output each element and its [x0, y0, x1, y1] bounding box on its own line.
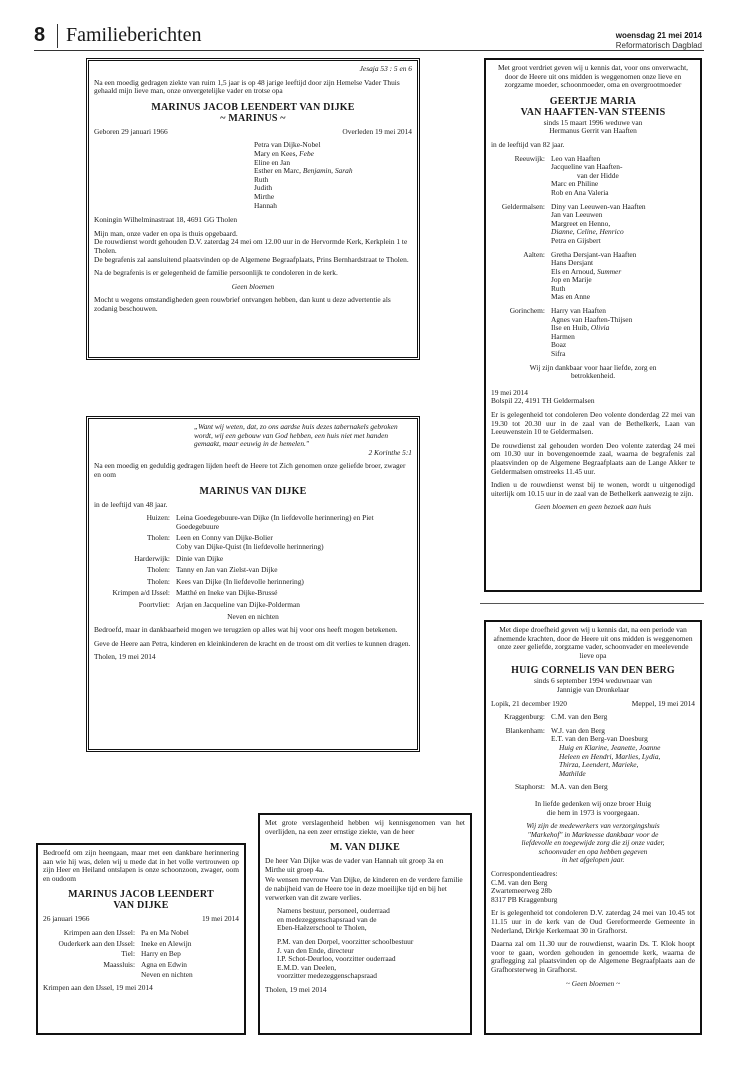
notice-intro: Met diepe droefheid geven wij u kennis dat, na een periode van afnemende krachten, door de Heere uit ons midden is weggenomen onze zeer geliefde, zorgzame vader, schoonvader en meelevende lieve opa	[493, 625, 693, 660]
home-address: Bolspil 22, 4191 TH Geldermalsen	[491, 396, 595, 406]
notice-intro: Na een moedig gedragen ziekte van ruim 1,5 jaar is op 48 jarige leeftijd door zijn Hemelse Vader Thuis gehaald mijn lieve man, onze onvergetelijke vader en trotse opa	[94, 77, 400, 96]
deceased-name: MARINUS JACOB LEENDERT VAN DIJKE ~ MARINUS ~	[151, 101, 355, 124]
family-list	[491, 713, 695, 792]
memory-note: In liefde gedenken wij onze broer Huig die hem in 1973 is voorgegaan.	[534, 798, 652, 817]
birth-date: Lopik, 21 december 1920	[491, 698, 567, 708]
header-separator	[57, 24, 58, 48]
notice-disclaimer: Mocht u wegens omstandigheden geen rouwbrief ontvangen hebben, dan kunt u deze advertentie als zodanig beschouwen.	[94, 295, 391, 313]
family-row: Aalten: Gretha Dersjant-van Haaften Hans Dersjant Els en Arnoud, Summer Jop en Marije Ruth Mas en Anne	[523, 249, 637, 302]
family-row: Tholen: Leen en Conny van Dijke-Bolier Coby van Dijke-Quist (In liefdevolle herinnering)	[147, 533, 324, 551]
birth-date: Geboren 29 januari 1966	[94, 126, 168, 136]
deceased-name: MARINUS VAN DIJKE	[199, 485, 307, 497]
deceased-name: GEERTJE MARIA VAN HAAFTEN-VAN STEENIS	[520, 95, 666, 118]
column-divider	[480, 603, 704, 604]
deceased-name: MARINUS JACOB LEENDERT VAN DIJKE	[68, 889, 214, 912]
family-row: Krimpen a/d IJssel: Matthé en Ineke van Dijke-Brussé	[112, 588, 278, 598]
bible-quote: „Want wij weten, dat, zo ons aardse huis dezes tabernakels gebroken wordt, wij een gebouw van God hebben, een huis niet met handen gemaakt, maar eeuwig in de hemelen."	[194, 422, 398, 449]
on-behalf: Namens bestuur, personeel, ouderraad en medezeggenschapsraad van de Eben-Haëzerschool te Tholen,	[277, 906, 390, 933]
no-flowers: Geen bloemen	[231, 281, 275, 291]
death-date: Meppel, 19 mei 2014	[631, 698, 695, 708]
bible-quote: Jesaja 53 : 5 en 6	[359, 64, 412, 73]
widower-of: sinds 6 september 1994 weduwnaar van Jannigje van Dronkelaar	[533, 676, 652, 694]
family-row: Blankenham: W.J. van den Berg E.T. van den Berg-van Doesburg Huig en Klarine, Jeanette, Joanne Heleen en Hendri, Marlies, Lydia, Thirza, Leendert, Marieke, Mathilde	[505, 725, 661, 778]
death-notice-marinus-jacob	[86, 58, 420, 360]
deceased-name: M. VAN DIJKE	[329, 842, 401, 854]
notice-intro: Na een moedig en geduldig gedragen lijden heeft de Heere tot Zich genomen onze geliefde broer, zwager en oom	[94, 461, 406, 479]
service-info: Daarna zal om 11.30 uur de rouwdienst, waarin Ds. T. Klok hoopt voor te gaan, worden gehouden in genoemde kerk, waarna de graflegging zal plaatsvinden op de Algemene Begraafplaats aan de Grafhorsterweg in Grafhorst.	[491, 939, 695, 974]
death-notice-family-nobel	[36, 843, 246, 1035]
correspondence-address: Correspondentieadres: C.M. van den Berg Zwartemeerweg 28b 8317 PB Kraggenburg	[491, 869, 558, 904]
page-header	[0, 0, 738, 52]
condolence-info: Er is gelegenheid tot condoleren D.V. zaterdag 24 mei van 10.45 tot 11.15 uur in de kerk van de Oud Gereformeerde Gemeente in Nederland, Dirkje Kerkemaat 30 in Grafhorst.	[491, 908, 695, 935]
birth-death-dates	[43, 915, 239, 924]
family-row: Maassluis: Agna en Edwin	[103, 959, 187, 969]
bible-reference: 2 Korinthe 5:1	[368, 447, 412, 457]
newspaper-name: Reformatorisch Dagblad	[615, 41, 702, 50]
family-list: Petra van Dijke-Nobel Mary en Kees, Febe Eline en Jan Esther en Marc, Benjamin, Sarah Ruth Judith Mirthe Hannah	[254, 140, 353, 210]
family-row: Harderwijk: Dinie van Dijke	[134, 553, 224, 563]
deceased-name: HUIG CORNELIS VAN DEN BERG	[511, 665, 675, 677]
closing-wish: Geve de Heere aan Petra, kinderen en kleinkinderen de kracht en de troost om dit verlies te kunnen dragen.	[94, 638, 411, 648]
birth-date: 26 januari 1966	[43, 914, 90, 924]
deceased-age: in de leeftijd van 48 jaar.	[94, 499, 168, 509]
thanks: Wij zijn dankbaar voor haar liefde, zorg en betrokkenheid.	[529, 362, 657, 381]
widow-of: sinds 15 maart 1996 weduwe van Hermanus Gerrit van Haaften	[543, 117, 643, 136]
death-date: 19 mei 2014	[202, 914, 239, 924]
family-row: Tholen: Tanny en Jan van Zielst-van Dijke	[147, 565, 278, 575]
father-info: De heer Van Dijke was de vader van Hannah uit groep 3a en Mirthe uit groep 4a.	[265, 856, 444, 874]
notice-intro: Bedroefd om zijn heengaan, maar met een dankbare herinnering aan wie hij was, delen wij u mede dat in het volle vertrouwen op zijn Heer en Heiland ontslapen is onze schoonzoon, zwager, oom en oudoom	[43, 848, 239, 883]
death-notice-huig-cornelis	[484, 620, 702, 1035]
family-row: Geldermalsen: Diny van Leeuwen-van Haaften Jan van Leeuwen Margreet en Henno,	[501, 201, 646, 228]
family-row: Tiel: Harry en Bep	[121, 949, 181, 959]
signers: P.M. van den Dorpel, voorzitter schoolbestuur J. van den Ende, directeur I.P. Schot-Deurloo, voorzitter ouderraad E.M.D. van Deelen, voorzitter medezeggenschapsraad	[277, 936, 414, 981]
viewing-info: Mijn man, onze vader en opa is thuis opgebaard.	[94, 228, 238, 238]
family-list	[491, 155, 695, 359]
header-rule	[34, 50, 704, 51]
care-thanks: Wij zijn de medewerkers van verzorgingshuis "Markehof" in Marknesse dankbaar voor de liefdevolle en toegewijde zorg die zij onze vader, schoonvader en opa hebben gegeven in het afgelopen jaar.	[521, 821, 665, 865]
family-row: Neven en nichten	[141, 970, 193, 980]
home-address: Koningin Wilhelminastraat 18, 4691 GG Tholen	[94, 215, 238, 225]
family-row: Reeuwijk: Leo van Haaften Jacqueline van Haaften- van der Hidde Marc en Philine Rob en Ana Valeria	[514, 153, 623, 197]
notice-date: 19 mei 2014	[491, 387, 528, 397]
family-row: Kraggenburg: C.M. van den Berg	[504, 712, 608, 722]
family-row: Staphorst: M.A. van den Berg	[515, 782, 608, 792]
closing-text: Bedroefd, maar in dankbaarheid mogen we terugzien op alles wat hij voor ons heeft mogen betekenen.	[94, 625, 398, 635]
family-list	[43, 929, 239, 980]
school-condolence-notice	[258, 813, 472, 1035]
family-row: Gorinchem: Harry van Haaften Agnes van Haaften-Thijsen Ilse en Huib, Olivia Harmen Boaz Sifra	[509, 306, 633, 359]
condolence-info: Na de begrafenis is er gelegenheid de familie persoonlijk te condoleren in de kerk.	[94, 268, 338, 278]
place-date: Krimpen aan den IJssel, 19 mei 2014	[43, 982, 153, 992]
condolence-info: Er is gelegenheid tot condoleren Deo volente donderdag 22 mei van 19.30 tot 20.30 uur in de zaal van de Bethelkerk, Laan van Leeuwenstein 10 te Geldermalsen.	[491, 410, 695, 437]
notice-intro: Met grote verslagenheid hebben wij kennisgenomen van het overlijden, na een zeer ernstige ziekte, van de heer	[265, 818, 465, 836]
death-date: Overleden 19 mei 2014	[342, 126, 412, 136]
no-flowers: ~ Geen bloemen ~	[565, 978, 621, 988]
death-notice-geertje-maria	[484, 58, 702, 592]
attendance-info: Indien u de rouwdienst wenst bij te wonen, wordt u uitgenodigd uiterlijk om 10.15 uur in de zaal van de Bethelkerk aanwezig te zijn.	[491, 480, 695, 498]
page-number: 8	[34, 24, 46, 46]
issue-date: woensdag 21 mei 2014	[615, 31, 702, 40]
section-title: Familieberichten	[66, 24, 202, 46]
notice-intro: Met groot verdriet geven wij u kennis dat, voor ons onverwacht, door de Heere uit ons midden is weggenomen onze lieve en zorgzame moeder, schoonmoeder, oma en overgrootmoeder	[497, 63, 689, 90]
nephews-nieces: Neven en nichten	[227, 611, 279, 621]
place-date: Tholen, 19 mei 2014	[265, 984, 327, 994]
deceased-age: in de leeftijd van 82 jaar.	[491, 139, 565, 149]
burial-info: De begrafenis zal aansluitend plaatsvinden op de Algemene Begraafplaats, Prins Bernhardstraat te Tholen.	[94, 254, 409, 264]
family-list	[94, 514, 412, 609]
service-info: De rouwdienst zal gehouden worden Deo volente zaterdag 24 mei om 10.30 uur in bovengenoemde zaal, waarna de begrafenis zal plaatsvinden op de Algemene Begraafplaats aan de Lange Akker te Geldermalsen omstreeks 11.45 uur.	[491, 440, 695, 476]
no-flowers: Geen bloemen en geen bezoek aan huis	[534, 502, 652, 512]
family-row: Huizen: Leina Goedegebuure-van Dijke (In liefdevolle herinnering) en Piet Goedegebuure	[146, 513, 374, 531]
birth-death-dates	[94, 128, 412, 137]
family-row: Poortvliet: Arjan en Jacqueline van Dijke-Polderman	[138, 599, 300, 609]
family-row: Tholen: Kees van Dijke (In liefdevolle herinnering)	[147, 576, 304, 586]
place-date: Tholen, 19 mei 2014	[94, 652, 156, 662]
family-row: Krimpen aan den IJssel: Pa en Ma Nobel	[63, 927, 189, 937]
family-row: Ouderkerk aan den IJssel: Ineke en Alewijn	[58, 938, 192, 948]
wishes: We wensen mevrouw Van Dijke, de kinderen en de verdere familie de nabijheid van de Heere toe in deze moeilijke tijd en bij het verwerken van dit zware verlies.	[265, 875, 463, 902]
birth-death-dates	[491, 700, 695, 709]
family-row: Dianne, Celine, Henrico Petra en Gijsbert	[551, 227, 624, 245]
death-notice-marinus-van-dijke	[86, 416, 420, 752]
service-info: De rouwdienst wordt gehouden D.V. zaterdag 24 mei om 12.00 uur in de Hervormde Kerk, Kerkplein 1 te Tholen.	[94, 237, 408, 255]
